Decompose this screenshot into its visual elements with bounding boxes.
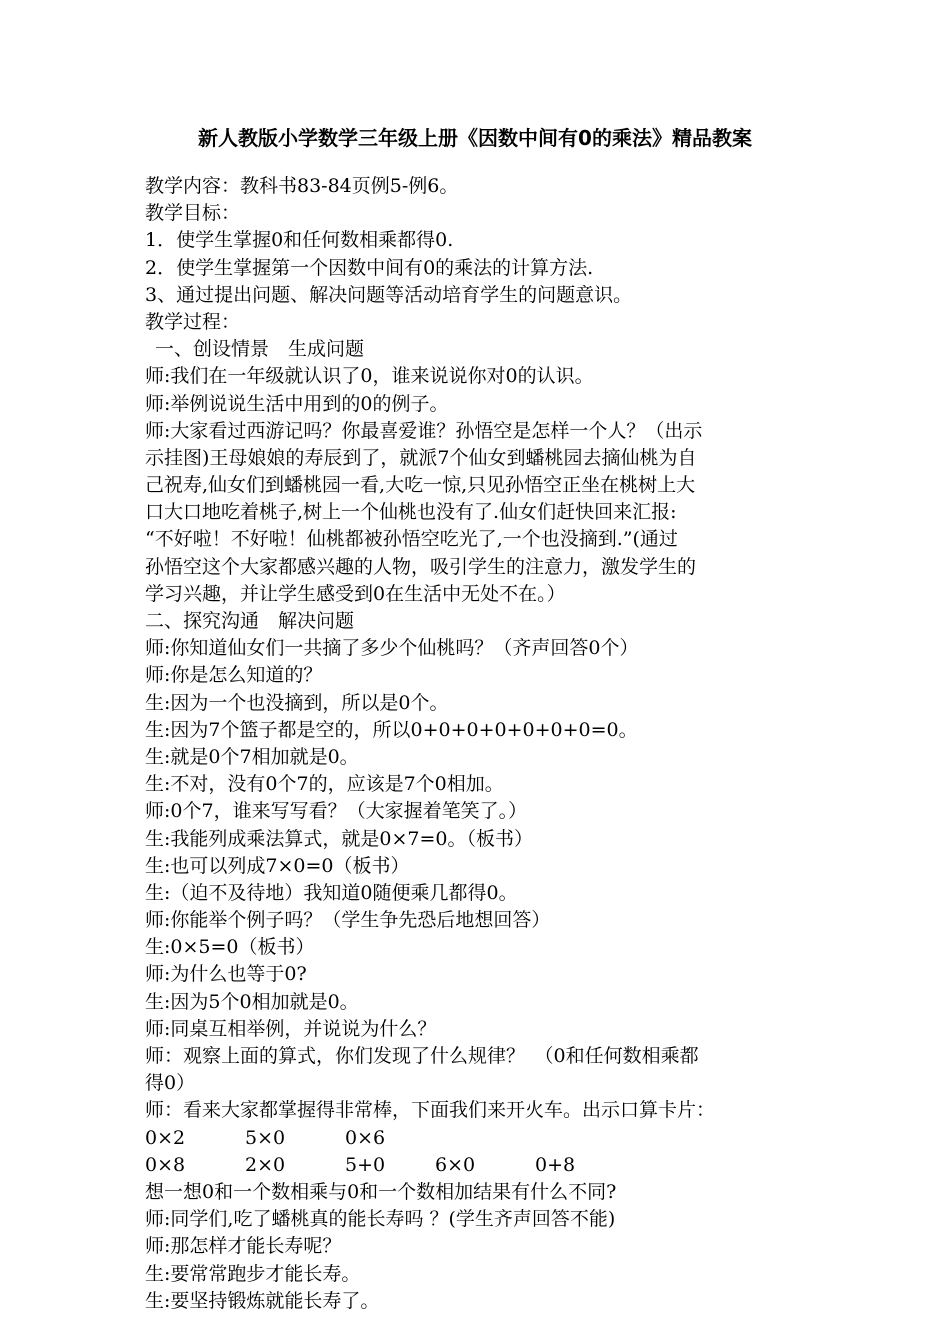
text-line: 教学内容：教科书83-84页例5-例6。 [145, 175, 459, 197]
text-line: 生:要坚持锻炼就能长寿了。 [145, 1289, 380, 1312]
text-line: 师:0个7，谁来写写看？（大家握着笔笑了。） [145, 800, 528, 823]
text-line: 想一想0和一个数相乘与0和一个数相加结果有什么不同? [145, 1180, 617, 1203]
document-body [145, 173, 825, 1315]
text-line: 生:不对，没有0个7的，应该是7个0相加。 [145, 773, 504, 796]
text-line: 生:我能列成乘法算式，就是0×7=0。（板书） [145, 827, 534, 850]
text-line: 生:就是0个7相加就是0。 [145, 745, 359, 768]
text-line: 师:你是怎么知道的？ [145, 664, 323, 687]
page-title: 新人教版小学数学三年级上册《因数中间有0的乘法》精品教案 [198, 126, 752, 150]
oral-card: 2×0 [245, 1153, 286, 1176]
text-line: 生:因为一个也没摘到，所以是0个。 [145, 691, 449, 714]
oral-card: 5+0 [345, 1153, 386, 1176]
text-line: 孙悟空这个大家都感兴趣的人物，吸引学生的注意力，激发学生的 [145, 555, 697, 578]
text-line: 生:0×5=0（板书） [145, 936, 315, 959]
oral-card: 0×6 [345, 1126, 386, 1149]
text-line: 师:我们在一年级就认识了0，谁来说说你对0的认识。 [145, 365, 594, 388]
oral-card: 0+8 [535, 1153, 576, 1176]
text-line: 生:也可以列成7×0=0（板书） [145, 854, 410, 877]
text-line: 得0） [145, 1072, 196, 1095]
text-line: 师:为什么也等于0? [145, 963, 307, 986]
text-line: 师:同桌互相举例，并说说为什么？ [145, 1017, 437, 1040]
text-line: 示挂图)王母娘娘的寿辰到了，就派7个仙女到蟠桃园去摘仙桃为自 [145, 446, 697, 469]
text-line: 师:大家看过西游记吗？你最喜爱谁？孙悟空是怎样一个人？（出示 [145, 419, 703, 442]
text-line: 生:要常常跑步才能长寿。 [145, 1262, 361, 1285]
oral-card: 0×8 [145, 1153, 186, 1176]
section-heading: 一、创设情景 生成问题 [155, 338, 365, 361]
text-line: 2．使学生掌握第一个因数中间有0的乘法的计算方法. [145, 256, 594, 279]
oral-card: 6×0 [435, 1153, 476, 1176]
text-line: 师:同学们,吃了蟠桃真的能长寿吗 ？(学生齐声回答不能) [145, 1208, 616, 1231]
text-line: 师:你知道仙女们一共摘了多少个仙桃吗？（齐声回答0个） [145, 637, 639, 660]
text-line: 教学目标： [145, 202, 241, 225]
text-line: 师:你能举个例子吗？（学生争先恐后地想回答） [145, 909, 551, 932]
text-line: 学习兴趣，并让学生感受到0在生活中无处不在。） [145, 582, 566, 605]
text-line: 教学过程： [145, 310, 241, 333]
text-line: 生:因为5个0相加就是0。 [145, 990, 359, 1013]
text-line: 3、通过提出问题、解决问题等活动培育学生的问题意识。 [145, 283, 633, 306]
text-line: 师：观察上面的算式，你们发现了什么规律？ （0和任何数相乘都 [145, 1045, 699, 1067]
oral-card-row [145, 1125, 825, 1152]
oral-card: 0×2 [145, 1126, 186, 1149]
text-line: 1．使学生掌握0和任何数相乘都得0. [145, 229, 454, 252]
section-heading: 二、探究沟通 解决问题 [145, 610, 355, 632]
text-line: 生:因为7个篮子都是空的，所以0+0+0+0+0+0+0=0。 [145, 718, 638, 741]
oral-card: 5×0 [245, 1126, 286, 1149]
text-line: 口大口地吃着桃子,树上一个仙桃也没有了.仙女们赶快回来汇报: [145, 501, 677, 524]
text-line: 师:那怎样才能长寿呢？ [145, 1235, 342, 1258]
text-line: 己祝寿,仙女们到蟠桃园一看,大吃一惊,只见孙悟空正坐在桃树上大 [145, 474, 696, 497]
text-line: 师:举例说说生活中用到的0的例子。 [145, 392, 449, 415]
text-line: 师：看来大家都掌握得非常棒，下面我们来开火车。出示口算卡片： [145, 1099, 716, 1122]
text-line: “不好啦！不好啦！仙桃都被孙悟空吃光了,一个也没摘到.”(通过 [145, 528, 678, 551]
text-line: 生:（迫不及待地）我知道0随便乘几都得0。 [145, 881, 518, 904]
oral-card-row [145, 1152, 825, 1179]
